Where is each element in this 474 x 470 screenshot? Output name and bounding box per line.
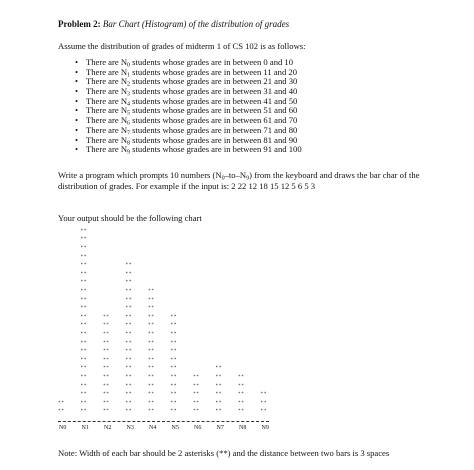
chart-x-label: N7 — [216, 425, 224, 431]
chart-bar-cell: ** — [103, 409, 110, 415]
chart-bar-cell: ** — [215, 375, 222, 380]
grade-list — [58, 58, 302, 155]
chart-bar-cell: ** — [125, 332, 132, 337]
output-label: Your output should be the following chart — [58, 213, 202, 223]
list-item: • There are $N_5$ students whose grades are in between 51 and 60 — [58, 106, 302, 116]
chart-bar-cell: ** — [148, 289, 155, 294]
chart-bar-cell: ** — [215, 383, 222, 389]
chart-bar-cell: ** — [80, 332, 87, 337]
chart-bar-cell: ** — [148, 297, 155, 303]
chart-bar-cell: ** — [103, 400, 110, 406]
chart-bar-cell: ** — [170, 366, 177, 372]
chart-bar-cell: ** — [58, 409, 65, 415]
chart-bar-cell: ** — [170, 392, 177, 398]
chart-bar-cell: ** — [80, 409, 87, 415]
chart-bar-cell: ** — [125, 357, 132, 363]
chart-bar-cell: ** — [148, 340, 155, 346]
chart-bar-cell: ** — [125, 289, 132, 294]
chart-bar-cell: ** — [148, 306, 155, 312]
chart-x-label: N6 — [194, 425, 202, 431]
chart-bar-cell: ** — [80, 383, 87, 389]
chart-bar-cell: ** — [125, 314, 132, 320]
chart-bar-cell: ** — [80, 375, 87, 380]
chart-bar-cell: ** — [80, 349, 87, 355]
chart-x-label: N9 — [261, 425, 269, 431]
chart-bar-cell: ** — [125, 271, 132, 277]
chart-bar-cell: ** — [148, 366, 155, 372]
list-item: • There are $N_3$ students whose grades are in between 31 and 40 — [58, 87, 302, 97]
chart-bar-cell: ** — [238, 392, 245, 398]
chart-bar-cell: ** — [125, 375, 132, 380]
chart-bar-cell: ** — [80, 306, 87, 312]
chart-bar-cell: ** — [103, 349, 110, 355]
chart-bar-cell: ** — [148, 375, 155, 380]
chart-bar-cell: ** — [238, 383, 245, 389]
chart-bar-cell: ** — [260, 392, 267, 398]
chart-bar-cell: ** — [170, 357, 177, 363]
chart-bar-cell: ** — [215, 366, 222, 372]
chart-bar-cell: ** — [103, 366, 110, 372]
chart-bar-cell: ** — [215, 392, 222, 398]
chart-bar-cell: ** — [215, 400, 222, 406]
chart-bar-cell: ** — [125, 280, 132, 286]
problem-title — [58, 19, 289, 29]
chart-bar-cell: ** — [260, 400, 267, 406]
chart-x-label: N8 — [239, 425, 247, 431]
chart-bar-cell: ** — [170, 332, 177, 337]
chart-bar-cell: ** — [148, 383, 155, 389]
chart-x-label: N4 — [149, 425, 157, 431]
problem-label: Problem 2: — [58, 19, 101, 29]
chart-bar-cell: ** — [80, 254, 87, 260]
chart-bar-cell: ** — [80, 366, 87, 372]
chart-bar-cell: ** — [80, 228, 87, 234]
chart-bar-cell: ** — [170, 383, 177, 389]
chart-x-label: N1 — [81, 425, 89, 431]
chart-bar-cell: ** — [103, 340, 110, 346]
list-item: • There are $N_1$ students whose grades are in between 11 and 20 — [58, 68, 302, 78]
chart-bar-cell: ** — [170, 400, 177, 406]
list-item: • There are $N_4$ students whose grades are in between 41 and 50 — [58, 97, 302, 107]
chart-bar-cell: ** — [125, 366, 132, 372]
chart-bar-cell: ** — [80, 263, 87, 269]
chart-bar-cell: ** — [260, 409, 267, 415]
list-item: • There are $N_9$ students whose grades are in between 91 and 100 — [58, 145, 302, 155]
chart-bar-cell: ** — [125, 297, 132, 303]
chart-bar-cell: ** — [80, 357, 87, 363]
chart-bar-cell: ** — [125, 306, 132, 312]
chart-bar-cell: ** — [80, 246, 87, 251]
chart-bar-cell: ** — [80, 271, 87, 277]
chart-bar-cell: ** — [80, 400, 87, 406]
chart-bar-cell: ** — [125, 409, 132, 415]
chart-bar-cell: ** — [170, 409, 177, 415]
chart-bar-cell: ** — [193, 383, 200, 389]
chart-bar-cell: ** — [238, 400, 245, 406]
list-item: • There are $N_6$ students whose grades are in between 61 and 70 — [58, 116, 302, 126]
chart-bar-cell: ** — [103, 375, 110, 380]
chart-bar-cell: ** — [193, 400, 200, 406]
chart-bar-cell: ** — [148, 409, 155, 415]
asterisk-bar-chart — [0, 226, 474, 441]
chart-bar-cell: ** — [125, 340, 132, 346]
chart-bar-cell: ** — [80, 340, 87, 346]
chart-bar-cell: ** — [80, 280, 87, 286]
chart-bar-cell: ** — [170, 340, 177, 346]
chart-bar-cell: ** — [80, 289, 87, 294]
chart-bar-cell: ** — [193, 392, 200, 398]
chart-bar-cell: ** — [148, 400, 155, 406]
chart-bar-cell: ** — [215, 409, 222, 415]
chart-bar-cell: ** — [170, 323, 177, 329]
chart-bar-cell: ** — [170, 375, 177, 380]
note-text: Note: Width of each bar should be 2 asterisks (**) and the distance between two bars is 3 spaces — [58, 448, 390, 458]
chart-bar-cell: ** — [103, 314, 110, 320]
chart-bar-cell: ** — [80, 392, 87, 398]
chart-axis-line — [58, 421, 269, 422]
chart-x-label: N3 — [126, 425, 134, 431]
list-item: • There are $N_8$ students whose grades are in between 81 and 90 — [58, 136, 302, 146]
chart-bar-cell: ** — [148, 332, 155, 337]
chart-bar-cell: ** — [148, 357, 155, 363]
chart-bar-cell: ** — [148, 392, 155, 398]
chart-bar-cell: ** — [80, 314, 87, 320]
intro-text: Assume the distribution of grades of midterm 1 of CS 102 is as follows: — [58, 41, 306, 51]
chart-bar-cell: ** — [103, 357, 110, 363]
problem-subtitle: Bar Chart (Histogram) of the distribution of grades — [102, 19, 290, 29]
chart-bar-cell: ** — [170, 314, 177, 320]
chart-bar-cell: ** — [103, 323, 110, 329]
chart-bar-cell: ** — [58, 400, 65, 406]
chart-bar-cell: ** — [125, 400, 132, 406]
chart-bar-cell: ** — [125, 349, 132, 355]
chart-bar-cell: ** — [125, 263, 132, 269]
chart-bar-cell: ** — [125, 323, 132, 329]
chart-bar-cell: ** — [103, 332, 110, 337]
list-item: • There are $N_7$ students whose grades are in between 71 and 80 — [58, 126, 302, 136]
chart-bar-cell: ** — [238, 409, 245, 415]
chart-bar-cell: ** — [80, 237, 87, 243]
chart-bar-cell: ** — [193, 375, 200, 380]
chart-bar-cell: ** — [125, 392, 132, 398]
instructions-paragraph: Write a program which prompts 10 numbers $(N_0-to-N_9)$ from the keyboard and draws the bar char of the distribution of grades. For example if the input is: 2 22 12 18 15 12 5 6 5 3 — [58, 170, 420, 191]
chart-bar-cell: ** — [148, 314, 155, 320]
chart-x-label: N5 — [171, 425, 179, 431]
chart-x-label: N0 — [59, 425, 67, 431]
chart-bar-cell: ** — [125, 383, 132, 389]
chart-bar-cell: ** — [238, 375, 245, 380]
chart-bar-cell: ** — [148, 323, 155, 329]
chart-bar-cell: ** — [80, 297, 87, 303]
chart-bar-cell: ** — [103, 383, 110, 389]
chart-bar-cell: ** — [170, 349, 177, 355]
chart-bar-cell: ** — [193, 409, 200, 415]
chart-bar-cell: ** — [103, 392, 110, 398]
list-item: • There are $N_2$ students whose grades are in between 21 and 30 — [58, 77, 302, 87]
chart-bar-cell: ** — [80, 323, 87, 329]
chart-bar-cell: ** — [148, 349, 155, 355]
chart-x-label: N2 — [104, 425, 112, 431]
list-item: • There are $N_0$ students whose grades are in between 0 and 10 — [58, 58, 302, 68]
